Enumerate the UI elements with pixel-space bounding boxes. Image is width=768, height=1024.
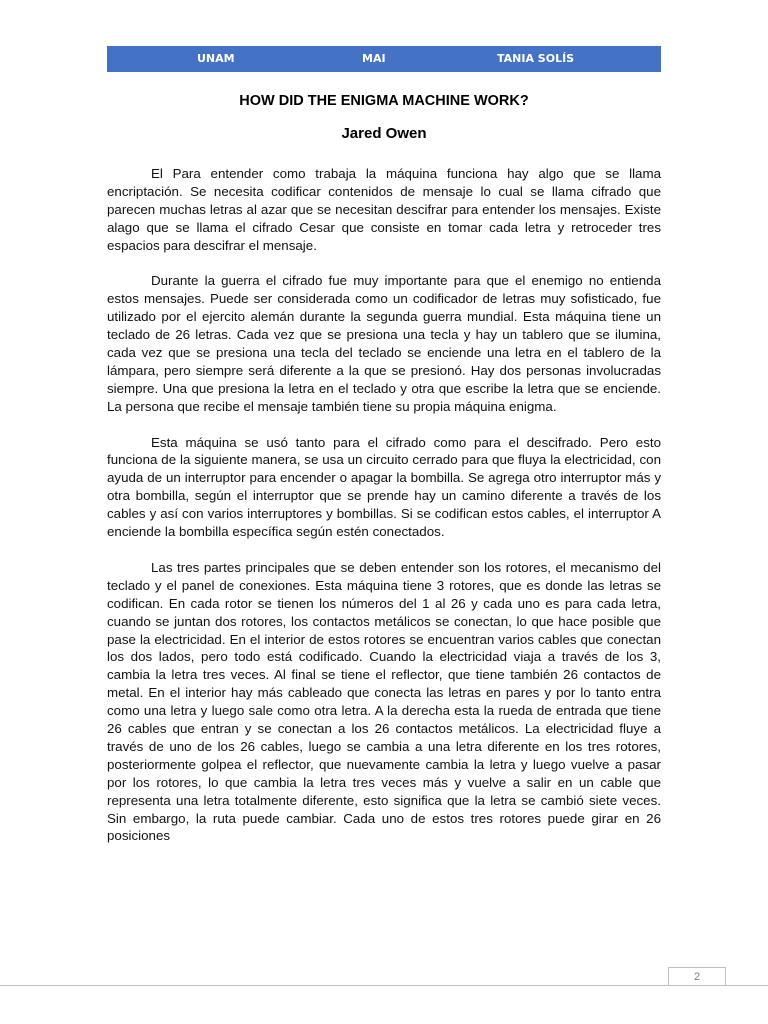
page-number: 2 [693, 971, 701, 983]
paragraph: Durante la guerra el cifrado fue muy importante para que el enemigo no entienda estos mensajes. Puede ser considerada como un codificador de letras muy sofisticado, fue utilizado por el ejercito alemán durante la segunda guerra mundial. Esta máquina tiene un teclado de 26 letras. Cada vez que se presiona una tecla y hay un tablero que se ilumina, cada vez que se presiona una tecla del teclado se enciende una letra en el tablero de la lámpara, pero siempre será diferente a la que se presionó. Hay dos personas involucradas siempre. Una que presiona la letra en el teclado y otra que escribe la letra que se enciende. La persona que recibe el mensaje también tiene su propia máquina enigma. [107, 273, 661, 414]
paragraph: Las tres partes principales que se deben entender son los rotores, el mecanismo del teclado y el panel de conexiones. Esta máquina tiene 3 rotores, que es donde las letras se codifican. En cada rotor se tienen los números del 1 al 26 y cada uno es para cada letra, cuando se juntan dos rotores, los contactos metálicos se conectan, lo que hace posible que pase la electricidad. En el interior de estos rotores se encuentran varios cables que conectan los dos lados, pero todo está codificado. Cuando la electricidad viaja a través de los 3, cambia la letra tres veces. Al final se tiene el reflector, que tiene también 26 contactos de metal. En el interior hay más cableado que conecta las letras en pares y por lo tanto entra como una letra y luego sale como otra letra. A la derecha esta la rueda de entrada que tiene 26 cables que entran y se conectan a los 26 contactos metálicos. La electricidad fluye a través de uno de los 26 cables, luego se cambia a una letra diferente en los tres rotores, posteriormente golpea el reflector, que nuevamente cambia la letra y luego vuelve a pasar por los rotores, lo que cambia la letra tres veces más y vuelve a salir en un cable que representa una letra totalmente diferente, esto significa que la letra se cambió siete veces. Sin embargo, la ruta puede cambiar. Cada uno de estos tres rotores puede girar en 26 posiciones [107, 559, 661, 844]
page-number-box [668, 967, 726, 985]
paragraph: Esta máquina se usó tanto para el cifrado como para el descifrado. Pero esto funciona de la siguiente manera, se usa un circuito cerrado para que fluya la electricidad, con ayuda de un interruptor para encender o apagar la bombilla. Se agrega otro interruptor más y otra bombilla, según el interruptor que se prende hay un camino diferente a través de los cables y así con varios interruptores y bombillas. Si se codifican estos cables, el interruptor A enciende la bombilla específica según estén conectados. [107, 434, 661, 540]
document-title: HOW DID THE ENIGMA MACHINE WORK? [239, 93, 529, 109]
header-author: TANIA SOLÍS [497, 52, 575, 65]
header-institution: UNAM [197, 52, 235, 65]
document-author: Jared Owen [341, 125, 427, 142]
body-text [107, 165, 661, 863]
header-bar [107, 46, 661, 72]
footer-divider [0, 985, 768, 986]
paragraph: El Para entender como trabaja la máquina funciona hay algo que se llama encriptación. Se necesita codificar contenidos de mensaje lo cual se llama cifrado que parecen muchas letras al azar que se necesitan descifrar para entender los mensajes. Existe alago que se llama el cifrado Cesar que consiste en tomar cada letra y retroceder tres espacios para descifrar el mensaje. [107, 166, 661, 253]
header-course: MAI [362, 52, 386, 65]
